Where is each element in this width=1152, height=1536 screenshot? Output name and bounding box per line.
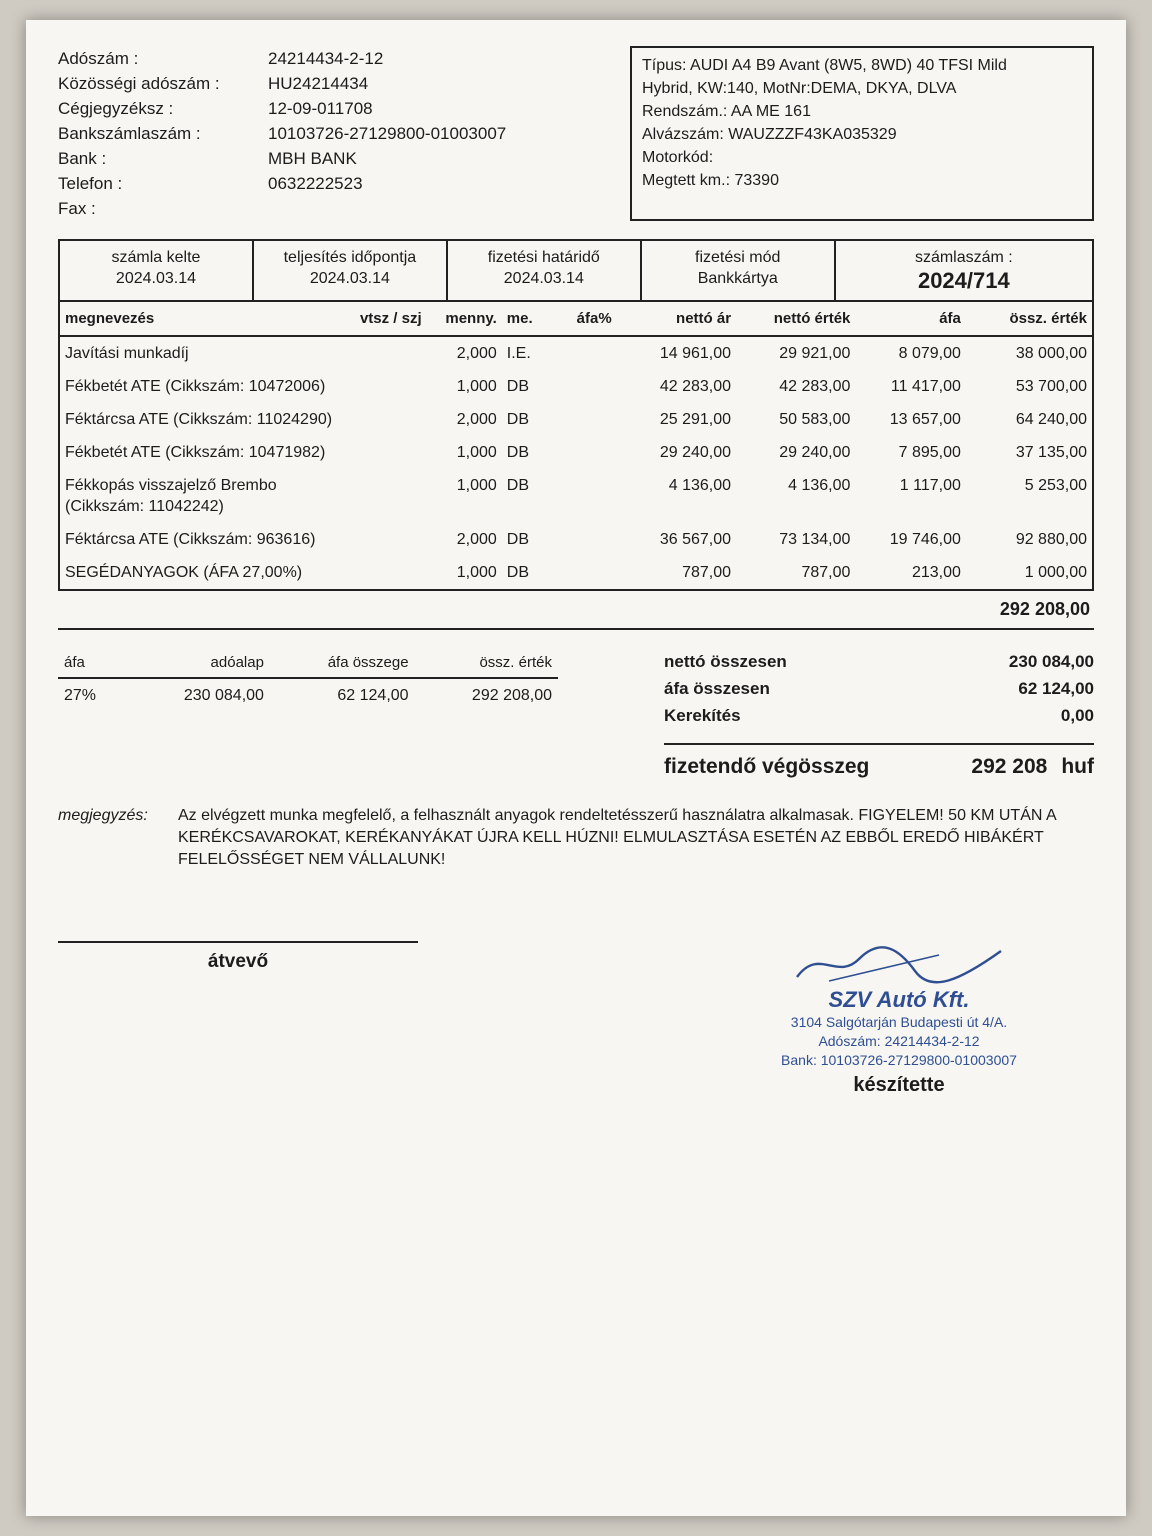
final-total-amount xyxy=(971,755,1094,779)
phone-label: Telefon : xyxy=(58,174,123,193)
item-net-price: 29 240,00 xyxy=(659,444,732,461)
table-row xyxy=(59,436,1093,469)
col-vtsz: vtsz / szj xyxy=(347,302,426,336)
item-net-value: 73 134,00 xyxy=(779,531,851,548)
item-name: Javítási munkadíj xyxy=(65,345,189,362)
bank-account-value: 10103726-27129800-01003007 xyxy=(268,124,507,143)
remark-section xyxy=(58,805,1094,871)
vat-summary-total: 292 208,00 xyxy=(471,687,552,704)
item-name: Fékbetét ATE (Cikkszám: 10472006) xyxy=(65,378,326,395)
payment-method-label: fizetési mód xyxy=(695,249,781,266)
vehicle-plate: Rendszám.: AA ME 161 xyxy=(642,103,811,120)
rounding-label: Kerekítés xyxy=(664,706,741,725)
signature-area xyxy=(58,941,1094,1097)
item-qty: 2,000 xyxy=(456,531,497,548)
item-qty: 2,000 xyxy=(456,411,497,428)
registry-value: 12-09-011708 xyxy=(268,99,373,118)
item-vat: 213,00 xyxy=(911,564,961,581)
eu-tax-row xyxy=(58,71,598,96)
item-unit: DB xyxy=(506,477,530,494)
phone-row xyxy=(58,171,598,196)
item-total: 5 253,00 xyxy=(1024,477,1087,494)
item-total: 1 000,00 xyxy=(1024,564,1087,581)
invoice-header-grid xyxy=(58,239,1094,302)
vehicle-box xyxy=(630,46,1094,221)
item-net-value: 4 136,00 xyxy=(788,477,851,494)
due-date-cell xyxy=(448,241,642,300)
line-items-table xyxy=(58,302,1094,591)
remark-text: Az elvégzett munka megfelelő, a felhasznált anyagok rendeltetésszerű használatra alkalmasak. FIGYELEM! 50 KM UTÁN A KERÉKCSAVAROKAT, KERÉKANYÁKAT ÚJRA KELL HÚZNI! ELMULASZTÁSA ESETÉN AZ EBBŐL EREDŐ HIBÁKÉRT FELELŐSSÉGET NEM VÁLLALUNK! xyxy=(178,807,1056,868)
item-unit: DB xyxy=(506,444,530,461)
item-vat-pct xyxy=(557,556,617,590)
item-total: 53 700,00 xyxy=(1015,378,1087,395)
item-name: Fékkopás visszajelző Brembo (Cikkszám: 11042242) xyxy=(65,477,277,515)
item-vat: 11 417,00 xyxy=(890,378,961,395)
item-net-value: 29 921,00 xyxy=(779,345,851,362)
phone-value: 0632222523 xyxy=(268,174,363,193)
col-unit: me. xyxy=(502,302,557,336)
item-vat: 19 746,00 xyxy=(889,531,961,548)
tax-number-row xyxy=(58,46,598,71)
vat-summary xyxy=(58,648,558,779)
vat-summary-col-total: össz. érték xyxy=(415,648,558,678)
vat-summary-rate: 27% xyxy=(64,687,97,704)
received-signature xyxy=(58,941,418,973)
rounding-row xyxy=(664,702,1094,729)
vat-summary-row xyxy=(58,678,558,713)
item-total: 92 880,00 xyxy=(1015,531,1087,548)
vat-summary-header xyxy=(58,648,558,678)
bank-label: Bank : xyxy=(58,149,107,168)
received-signature-line xyxy=(58,941,418,943)
eu-tax-value: HU24214434 xyxy=(268,74,369,93)
item-vat-pct xyxy=(557,370,617,403)
net-total-value: 230 084,00 xyxy=(1008,652,1094,671)
totals-box xyxy=(664,648,1094,779)
item-net-value: 787,00 xyxy=(801,564,851,581)
col-net-value: nettó érték xyxy=(736,302,855,336)
item-vtsz xyxy=(347,556,426,590)
final-total-label: fizetendő végösszeg xyxy=(664,755,870,778)
item-name: Fékbetét ATE (Cikkszám: 10471982) xyxy=(65,444,326,461)
due-date-value: 2024.03.14 xyxy=(503,270,584,287)
table-row xyxy=(59,370,1093,403)
fax-row xyxy=(58,196,598,221)
item-qty: 1,000 xyxy=(456,564,497,581)
item-name: SEGÉDANYAGOK (ÁFA 27,00%) xyxy=(65,564,303,581)
payment-method-cell xyxy=(642,241,836,300)
registry-row xyxy=(58,96,598,121)
vat-summary-vat: 62 124,00 xyxy=(337,687,409,704)
col-name: megnevezés xyxy=(59,302,347,336)
invoice-number-cell xyxy=(836,241,1092,300)
fulfillment-label: teljesítés időpontja xyxy=(283,249,417,266)
item-name: Féktárcsa ATE (Cikkszám: 963616) xyxy=(65,531,316,548)
rounding-value: 0,00 xyxy=(1060,706,1094,725)
company-info xyxy=(58,46,598,221)
tax-number-label: Adószám : xyxy=(58,49,139,68)
item-net-price: 4 136,00 xyxy=(668,477,732,494)
final-total-currency: huf xyxy=(1061,755,1094,778)
table-row xyxy=(59,336,1093,370)
gross-total: 292 208,00 xyxy=(58,591,1094,630)
invoice-date-cell xyxy=(60,241,254,300)
vat-summary-base: 230 084,00 xyxy=(183,687,264,704)
item-vat: 8 079,00 xyxy=(898,345,961,362)
item-vtsz xyxy=(347,370,426,403)
table-row xyxy=(59,556,1093,590)
table-row xyxy=(59,469,1093,523)
item-unit: DB xyxy=(506,531,530,548)
vehicle-km: Megtett km.: 73390 xyxy=(642,172,779,189)
bank-account-row xyxy=(58,121,598,146)
col-total: össz. érték xyxy=(966,302,1093,336)
fulfillment-cell xyxy=(254,241,448,300)
item-unit: DB xyxy=(506,378,530,395)
line-items-header xyxy=(59,302,1093,336)
remark-label: megjegyzés: xyxy=(58,807,148,824)
item-vat-pct xyxy=(557,436,617,469)
item-vat-pct xyxy=(557,403,617,436)
item-name: Féktárcsa ATE (Cikkszám: 11024290) xyxy=(65,411,333,428)
fulfillment-value: 2024.03.14 xyxy=(309,270,390,287)
vat-summary-col-base: adóalap xyxy=(127,648,270,678)
bank-row xyxy=(58,146,598,171)
item-vtsz xyxy=(347,523,426,556)
vat-total-row xyxy=(664,675,1094,702)
invoice-content xyxy=(58,46,1094,1496)
item-vat-pct xyxy=(557,523,617,556)
col-vat: áfa xyxy=(855,302,966,336)
item-net-price: 787,00 xyxy=(682,564,732,581)
stamp-address: 3104 Salgótarján Budapesti út 4/A. xyxy=(790,1014,1008,1030)
signature-scribble-icon xyxy=(789,941,1009,987)
item-unit: DB xyxy=(506,411,530,428)
vehicle-type: Típus: AUDI A4 B9 Avant (8W5, 8WD) 40 TFSI Mild xyxy=(642,57,1007,74)
invoice-date-value: 2024.03.14 xyxy=(115,270,196,287)
col-qty: menny. xyxy=(427,302,502,336)
vehicle-engine: Motorkód: xyxy=(642,149,714,166)
item-vat: 7 895,00 xyxy=(898,444,961,461)
item-net-value: 50 583,00 xyxy=(779,411,851,428)
item-net-value: 29 240,00 xyxy=(779,444,851,461)
invoice-number-label: számlaszám : xyxy=(914,249,1013,266)
due-date-label: fizetési határidő xyxy=(487,249,600,266)
item-vat-pct xyxy=(557,469,617,523)
vehicle-chassis: Alvázszám: WAUZZZF43KA035329 xyxy=(642,126,897,143)
item-total: 38 000,00 xyxy=(1015,345,1087,362)
item-vtsz xyxy=(347,436,426,469)
final-total-row xyxy=(664,743,1094,779)
received-label: átvevő xyxy=(207,951,269,972)
bank-account-label: Bankszámlaszám : xyxy=(58,124,201,143)
item-net-price: 25 291,00 xyxy=(659,411,732,428)
vat-summary-col-rate: áfa xyxy=(58,648,127,678)
final-total-value: 292 208 xyxy=(971,755,1048,778)
item-vtsz xyxy=(347,403,426,436)
vat-summary-col-vat: áfa összege xyxy=(270,648,415,678)
vehicle-type-2: Hybrid, KW:140, MotNr:DEMA, DKYA, DLVA xyxy=(642,80,957,97)
item-vtsz xyxy=(347,469,426,523)
item-qty: 2,000 xyxy=(456,345,497,362)
table-row xyxy=(59,403,1093,436)
fax-value xyxy=(268,196,598,221)
item-vat-pct xyxy=(557,336,617,370)
item-vat: 13 657,00 xyxy=(889,411,961,428)
fax-label: Fax : xyxy=(58,199,96,218)
vat-total-value: 62 124,00 xyxy=(1018,679,1094,698)
stamp-bank: Bank: 10103726-27129800-01003007 xyxy=(781,1052,1017,1068)
item-total: 37 135,00 xyxy=(1015,444,1087,461)
invoice-date-label: számla kelte xyxy=(111,249,201,266)
col-vat-pct: áfa% xyxy=(557,302,617,336)
invoice-top xyxy=(58,46,1094,221)
item-vtsz xyxy=(347,336,426,370)
company-stamp xyxy=(704,941,1094,1097)
tax-number-value: 24214434-2-12 xyxy=(268,49,384,68)
eu-tax-label: Közösségi adószám : xyxy=(58,74,220,93)
item-qty: 1,000 xyxy=(456,477,497,494)
table-row xyxy=(59,523,1093,556)
stamp-company-name: SZV Autó Kft. xyxy=(828,987,970,1012)
item-net-price: 14 961,00 xyxy=(659,345,732,362)
item-vat: 1 117,00 xyxy=(899,477,961,494)
stamp-tax: Adószám: 24214434-2-12 xyxy=(818,1033,980,1049)
prepared-by-label: készítette xyxy=(853,1074,945,1096)
col-net-price: nettó ár xyxy=(617,302,736,336)
vat-total-label: áfa összesen xyxy=(664,679,770,698)
item-net-price: 42 283,00 xyxy=(659,378,732,395)
net-total-row xyxy=(664,648,1094,675)
invoice-number-value: 2024/714 xyxy=(917,268,1010,293)
item-total: 64 240,00 xyxy=(1015,411,1087,428)
bank-value: MBH BANK xyxy=(268,149,357,168)
item-unit: I.E. xyxy=(506,345,531,362)
item-unit: DB xyxy=(506,564,530,581)
item-qty: 1,000 xyxy=(456,378,497,395)
invoice-paper xyxy=(26,20,1126,1516)
registry-label: Cégjegyzéksz : xyxy=(58,99,174,118)
item-net-value: 42 283,00 xyxy=(779,378,851,395)
net-total-label: nettó összesen xyxy=(664,652,787,671)
item-qty: 1,000 xyxy=(456,444,497,461)
summary-section xyxy=(58,648,1094,779)
item-net-price: 36 567,00 xyxy=(659,531,732,548)
payment-method-value: Bankkártya xyxy=(697,270,778,287)
